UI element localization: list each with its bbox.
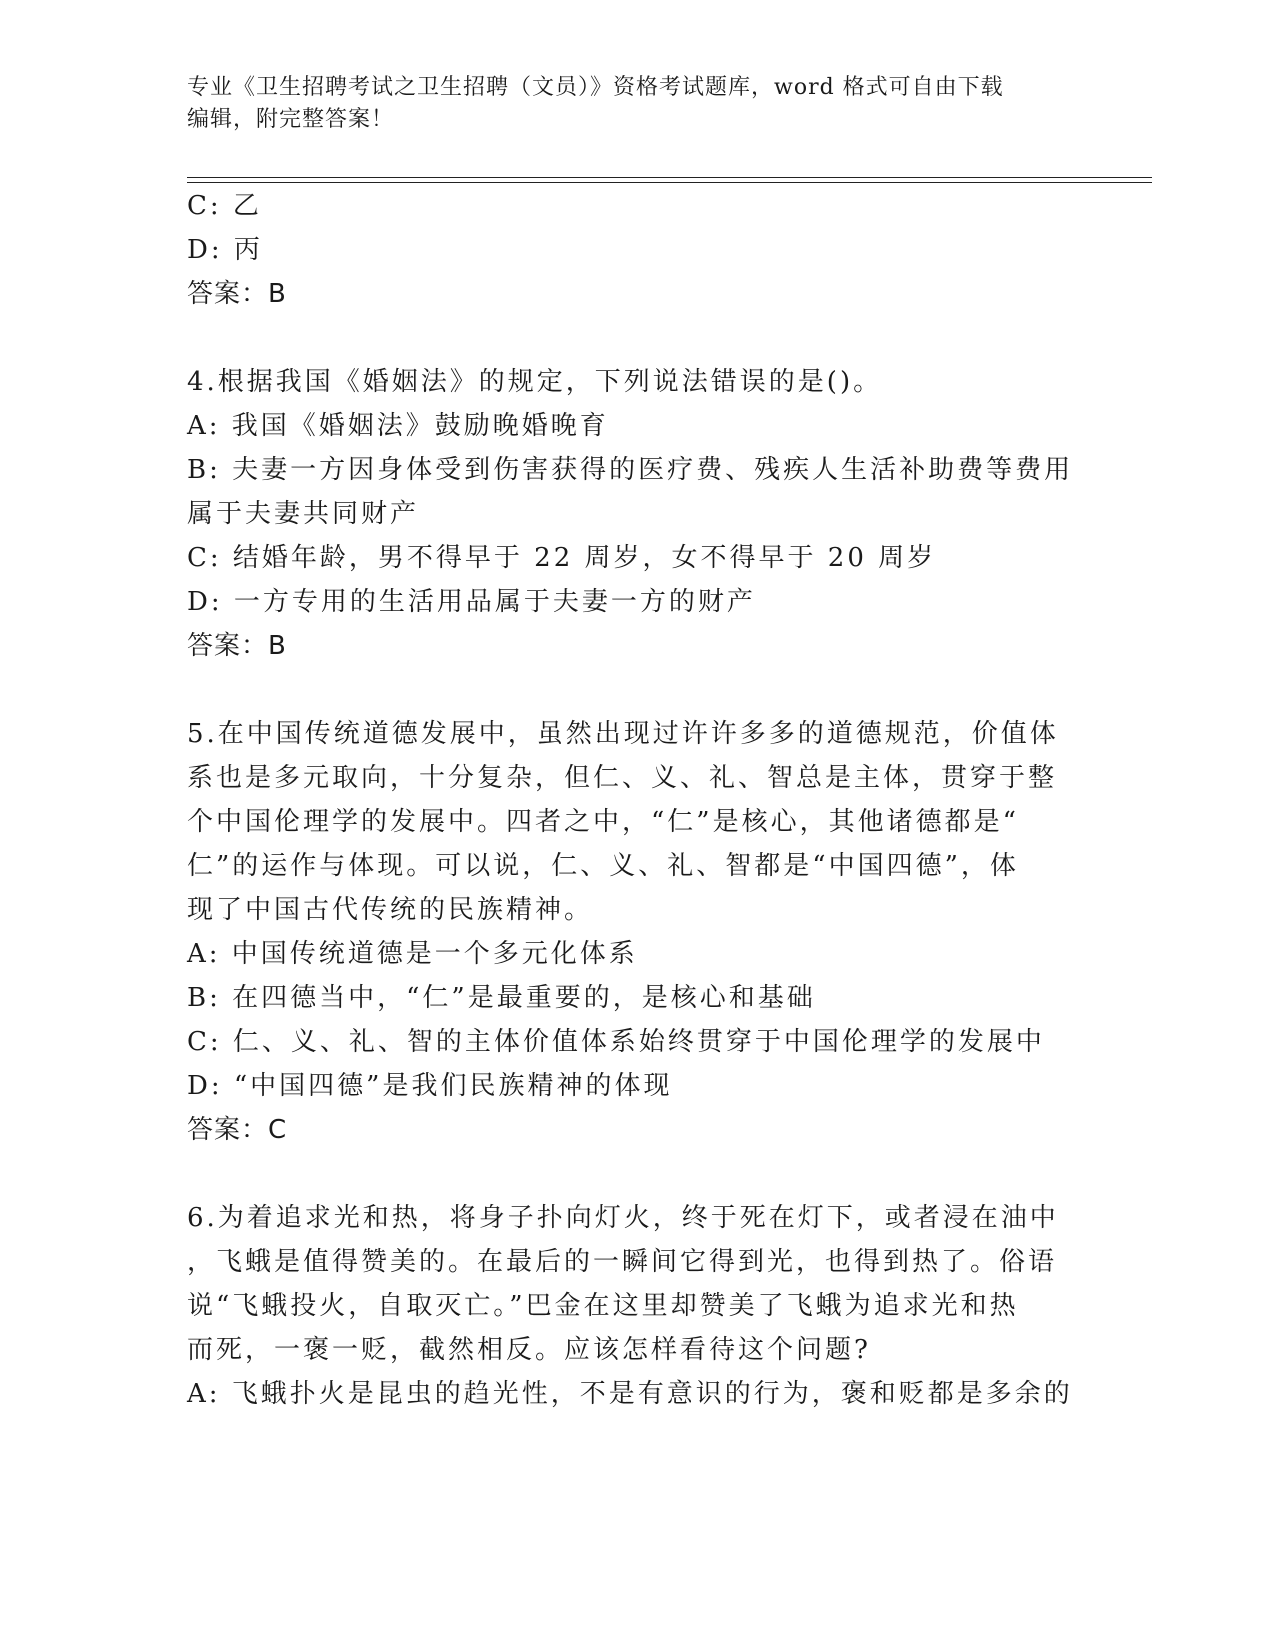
header-line-1: 专业《卫生招聘考试之卫生招聘（文员）》资格考试题库，word 格式可自由下载 bbox=[187, 75, 1004, 100]
q4-option-a: A: 我国《婚姻法》鼓励晚婚晚育 bbox=[187, 411, 609, 441]
q4-answer: 答案：B bbox=[187, 631, 287, 661]
q5-stem-line-2: 系也是多元取向，十分复杂，但仁、义、礼、智总是主体，贯穿于整 bbox=[187, 763, 1058, 793]
q4-option-b-line-2: 属于夫妻共同财产 bbox=[187, 499, 420, 529]
q5-option-b: B: 在四德当中，“仁”是最重要的，是核心和基础 bbox=[187, 983, 816, 1013]
q5-stem-line-5: 现了中国古代传统的民族精神。 bbox=[187, 895, 594, 925]
q6-option-a: A: 飞蛾扑火是昆虫的趋光性，不是有意识的行为，褒和贬都是多余的 bbox=[187, 1379, 1073, 1409]
q5-option-d: D: “中国四德”是我们民族精神的体现 bbox=[187, 1071, 673, 1101]
q4-option-d: D: 一方专用的生活用品属于夫妻一方的财产 bbox=[187, 587, 756, 617]
q5-answer: 答案：C bbox=[187, 1115, 288, 1145]
q4-stem: 4.根据我国《婚姻法》的规定，下列说法错误的是()。 bbox=[187, 367, 883, 397]
header-line-2: 编辑，附完整答案！ bbox=[187, 107, 395, 132]
q6-stem-line-2: ，飞蛾是值得赞美的。在最后的一瞬间它得到光，也得到热了。俗语 bbox=[187, 1247, 1058, 1277]
q5-stem-line-1: 5.在中国传统道德发展中，虽然出现过许许多多的道德规范，价值体 bbox=[187, 719, 1059, 749]
q5-stem-line-3: 个中国伦理学的发展中。四者之中，“仁”是核心，其他诸德都是“ bbox=[187, 807, 1019, 837]
q3-answer: 答案：B bbox=[187, 279, 287, 309]
q6-stem-line-1: 6.为着追求光和热，将身子扑向灯火，终于死在灯下，或者浸在油中 bbox=[187, 1203, 1059, 1233]
q3-option-c: C: 乙 bbox=[187, 191, 262, 221]
q5-option-c: C: 仁、义、礼、智的主体价值体系始终贯穿于中国伦理学的发展中 bbox=[187, 1027, 1045, 1057]
q5-stem-line-4: 仁”的运作与体现。可以说，仁、义、礼、智都是“中国四德”，体 bbox=[187, 851, 1019, 881]
q4-option-b-line-1: B: 夫妻一方因身体受到伤害获得的医疗费、残疾人生活补助费等费用 bbox=[187, 455, 1074, 485]
header-rule-bottom bbox=[187, 182, 1152, 183]
header-rule-top bbox=[187, 177, 1152, 178]
q6-stem-line-3: 说“飞蛾投火，自取灭亡。”巴金在这里却赞美了飞蛾为追求光和热 bbox=[187, 1291, 1019, 1321]
q5-option-a: A: 中国传统道德是一个多元化体系 bbox=[187, 939, 638, 969]
q4-option-c: C: 结婚年龄，男不得早于 22 周岁，女不得早于 20 周岁 bbox=[187, 543, 937, 573]
document-header bbox=[187, 72, 1087, 136]
q3-option-d: D: 丙 bbox=[187, 235, 263, 265]
q6-stem-line-4: 而死，一褒一贬，截然相反。应该怎样看待这个问题? bbox=[187, 1335, 871, 1365]
